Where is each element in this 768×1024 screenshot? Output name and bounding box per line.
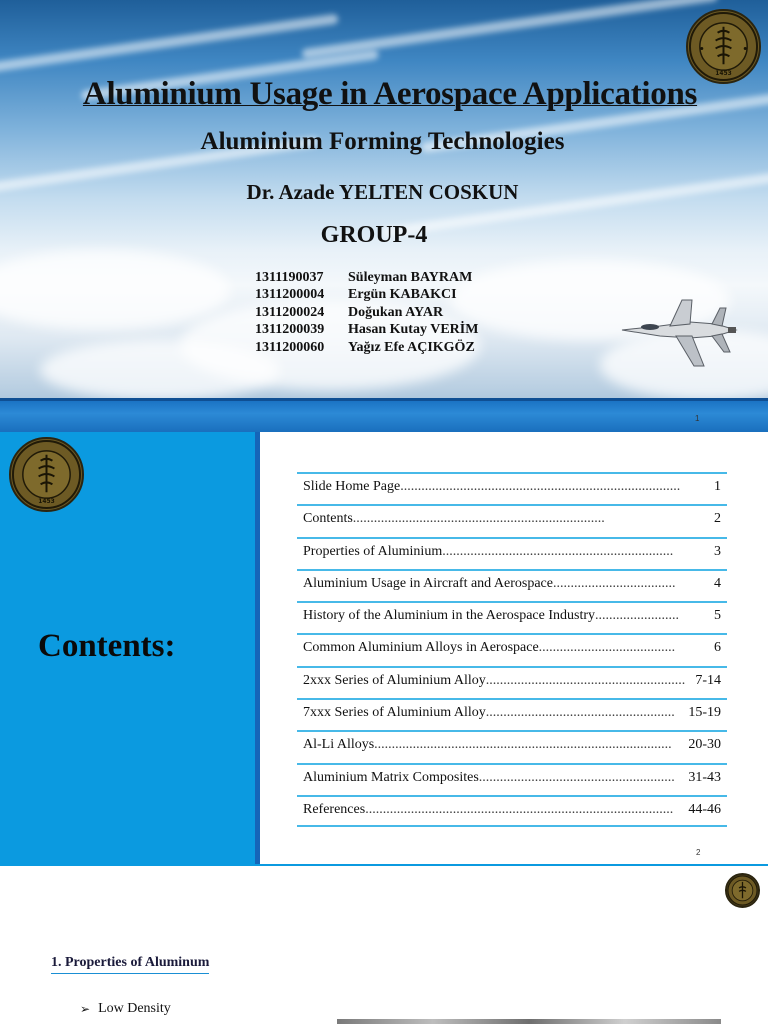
bullet-item — [80, 1001, 171, 1017]
toc-page-number: 3 — [714, 543, 721, 559]
toc-leader-dots: ........................................................................................ — [365, 801, 674, 817]
toc-entry-label: Contents — [303, 511, 353, 527]
presentation-subtitle: Aluminium Forming Technologies — [200, 128, 565, 155]
toc-page-number: 2 — [714, 511, 721, 527]
member-row — [255, 304, 478, 321]
toc-page-number: 6 — [714, 640, 721, 656]
university-seal-icon — [725, 873, 760, 908]
toc-row — [297, 763, 727, 795]
slide-2-contents — [0, 432, 768, 866]
toc-leader-dots: ................................... — [552, 575, 676, 591]
member-name: Doğukan AYAR — [348, 304, 444, 320]
toc-leader-dots: ...................................................... — [485, 705, 675, 721]
member-id: 1311200004 — [255, 287, 325, 303]
toc-row — [297, 537, 727, 569]
page-number: 2 — [696, 848, 701, 857]
toc-leader-dots: ........................ — [595, 608, 680, 624]
member-name: Hasan Kutay VERİM — [348, 322, 479, 338]
toc-page-number: 1 — [714, 479, 721, 494]
toc-entry-label: Al-Li Alloys — [303, 737, 375, 753]
toc-entry-label: 2xxx Series of Aluminium Alloy — [303, 672, 486, 688]
toc-line — [303, 705, 721, 720]
toc-line — [303, 511, 721, 526]
presentation-title: Aluminium Usage in Aerospace Applications — [82, 76, 698, 112]
member-row — [255, 269, 478, 286]
slide-3-properties — [0, 866, 768, 1024]
toc-row — [297, 633, 727, 665]
cloud — [0, 250, 230, 330]
member-row — [255, 286, 478, 303]
toc-entry-label: Aluminium Matrix Composites — [303, 769, 479, 785]
group-label: GROUP-4 — [320, 222, 428, 248]
table-of-contents — [297, 472, 727, 827]
toc-page-number: 20-30 — [688, 737, 721, 753]
member-name: Ergün KABAKCI — [348, 287, 457, 303]
toc-line — [303, 802, 721, 817]
toc-row — [297, 601, 727, 633]
toc-leader-dots: ................................................................................ — [400, 479, 681, 494]
toc-leader-dots: ....................................... — [538, 640, 676, 656]
toc-leader-dots: ........................................................................ — [352, 511, 605, 527]
bullet-text: Low Density — [98, 1001, 171, 1016]
toc-row — [297, 504, 727, 536]
toc-entry-label: Common Aluminium Alloys in Aerospace — [303, 640, 539, 656]
slide-1-title — [0, 0, 768, 432]
fighter-jet-icon — [620, 296, 740, 370]
toc-row — [297, 730, 727, 762]
toc-line — [303, 479, 721, 494]
toc-page-number: 44-46 — [688, 801, 721, 817]
member-id: 1311200060 — [255, 339, 325, 355]
toc-page-number: 15-19 — [688, 705, 721, 721]
toc-leader-dots: ..................................................................................... — [374, 737, 672, 753]
toc-row — [297, 698, 727, 730]
toc-line — [303, 608, 721, 623]
member-id: 1311200039 — [255, 322, 325, 338]
toc-entry-label: Slide Home Page — [303, 479, 401, 494]
toc-line — [303, 770, 721, 785]
arrow-bullet-icon: ➢ — [80, 1001, 91, 1016]
toc-page-number: 31-43 — [688, 769, 721, 785]
contents-heading: Contents: — [38, 628, 176, 664]
instructor-name: Dr. Azade YELTEN COSKUN — [246, 180, 519, 204]
aircraft-photo — [337, 1019, 721, 1024]
svg-text:1453: 1453 — [715, 71, 732, 78]
member-id: 1311200024 — [255, 304, 325, 320]
page-number: 1 — [695, 414, 700, 423]
toc-entry-label: References — [303, 801, 366, 817]
toc-row — [297, 569, 727, 601]
member-name: Yağız Efe AÇIKGÖZ — [348, 339, 475, 355]
slide-footer-band — [0, 398, 768, 432]
toc-line — [303, 673, 721, 688]
toc-row — [297, 472, 727, 504]
toc-entry-label: Properties of Aluminium — [303, 543, 443, 559]
toc-entry-label: History of the Aluminium in the Aerospace Industry — [303, 608, 596, 624]
member-id: 1311190037 — [255, 270, 324, 285]
university-seal-icon — [9, 437, 84, 512]
member-row — [255, 321, 478, 338]
toc-line — [303, 640, 721, 655]
toc-page-number: 7-14 — [695, 672, 721, 688]
toc-line — [303, 737, 721, 752]
toc-entry-label: Aluminium Usage in Aircraft and Aerospace — [303, 575, 553, 591]
toc-leader-dots: .................................................................. — [442, 543, 674, 559]
toc-entry-label: 7xxx Series of Aluminium Alloy — [303, 705, 486, 721]
university-seal-icon — [686, 9, 761, 84]
toc-page-number: 4 — [714, 575, 721, 591]
section-heading: 1. Properties of Aluminum — [51, 955, 209, 974]
panel-divider — [255, 432, 260, 866]
cloud — [40, 340, 280, 400]
toc-leader-dots: ........................................................ — [478, 769, 675, 785]
toc-leader-dots: ......................................................... — [485, 672, 686, 688]
toc-line — [303, 576, 721, 591]
member-name: Süleyman BAYRAM — [348, 270, 473, 285]
member-row — [255, 339, 478, 356]
toc-row — [297, 795, 727, 827]
toc-line — [303, 544, 721, 559]
svg-text:1453: 1453 — [38, 499, 55, 506]
member-list — [255, 269, 478, 356]
toc-page-number: 5 — [714, 608, 721, 624]
toc-row — [297, 666, 727, 698]
